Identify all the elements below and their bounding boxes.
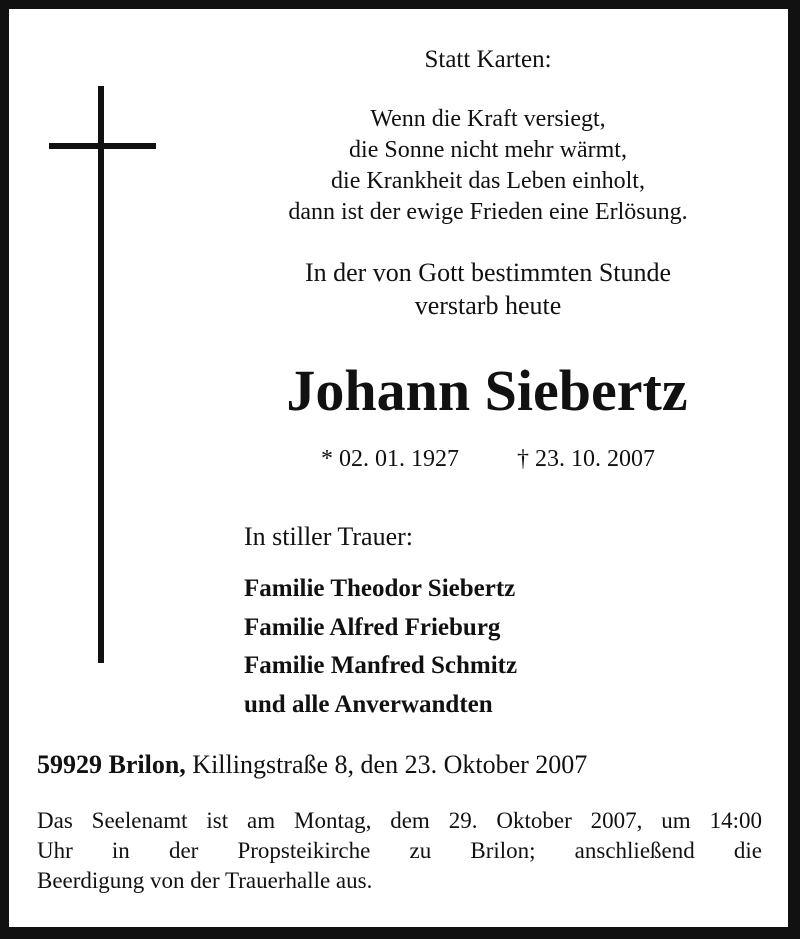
address-line bbox=[37, 748, 587, 782]
service-line: Beerdigung von der Trauerhalle aus. bbox=[37, 868, 373, 893]
cross-horizontal-bar bbox=[49, 143, 156, 149]
poem-line: Wenn die Kraft versiegt, bbox=[370, 106, 606, 132]
mourners-list bbox=[244, 570, 517, 724]
poem bbox=[230, 104, 746, 228]
cross-vertical-bar bbox=[98, 86, 104, 663]
funeral-service-info bbox=[37, 806, 762, 896]
birth-date: * 02. 01. 1927 bbox=[321, 446, 459, 472]
poem-line: dann ist der ewige Frieden eine Erlösung. bbox=[288, 199, 688, 225]
notice-heading: Statt Karten: bbox=[424, 46, 552, 73]
death-announcement bbox=[230, 256, 746, 322]
mourner-family: Familie Theodor Siebertz bbox=[244, 575, 516, 602]
life-dates bbox=[230, 443, 746, 475]
service-line: Das Seelenamt ist am Montag, dem 29. Oktober 2007, um 14:00 bbox=[37, 808, 762, 833]
service-line: Uhr in der Propsteikirche zu Brilon; anschließend die bbox=[37, 838, 762, 863]
address-city: 59929 Brilon, bbox=[37, 750, 186, 779]
mourning-label: In stiller Trauer: bbox=[244, 522, 413, 551]
mourner-family: Familie Manfred Schmitz bbox=[244, 652, 518, 679]
mourner-family: und alle Anverwandten bbox=[244, 690, 493, 718]
address-details: Killingstraße 8, den 23. Oktober 2007 bbox=[185, 750, 588, 779]
death-date: † 23. 10. 2007 bbox=[517, 446, 655, 472]
announcement-line: verstarb heute bbox=[414, 291, 562, 320]
mourner-family: Familie Alfred Frieburg bbox=[244, 613, 501, 641]
poem-line: die Sonne nicht mehr wärmt, bbox=[349, 137, 627, 163]
deceased-name: Johann Siebertz bbox=[286, 358, 688, 423]
announcement-line: In der von Gott bestimmten Stunde bbox=[304, 258, 672, 287]
poem-line: die Krankheit das Leben einholt, bbox=[331, 168, 645, 194]
